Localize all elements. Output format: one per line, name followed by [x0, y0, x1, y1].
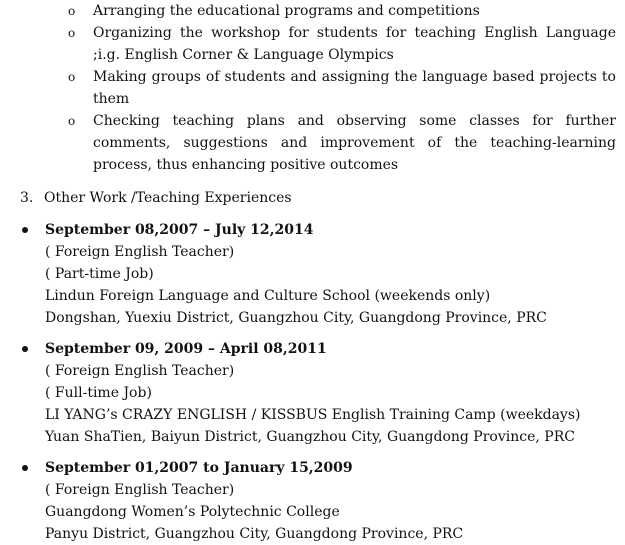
job-employer: Guangdong Women’s Polytechnic College — [45, 504, 340, 520]
duties-list — [0, 0, 625, 176]
job-role: ( Foreign English Teacher) — [45, 482, 235, 498]
bullet-icon — [22, 227, 28, 233]
list-marker: o — [68, 26, 76, 40]
job-location: Yuan ShaTien, Baiyun District, Guangzhou City, Guangdong Province, PRC — [45, 429, 575, 445]
job-entry — [0, 457, 625, 545]
bullet-icon — [22, 346, 28, 352]
list-item — [0, 0, 625, 22]
list-item — [0, 22, 625, 66]
list-item-text: Organizing the workshop for students for teaching English Language ;i.g. English Corner & Language Olympics — [93, 25, 616, 63]
list-marker: o — [68, 114, 76, 128]
section-number: 3. — [20, 190, 34, 206]
job-date: September 01,2007 to January 15,2009 — [45, 460, 353, 476]
job-date: September 09, 2009 – April 08,2011 — [45, 341, 327, 357]
job-location: Panyu District, Guangzhou City, Guangdong Province, PRC — [45, 526, 464, 542]
list-marker: o — [68, 4, 76, 18]
job-employer: Lindun Foreign Language and Culture School (weekends only) — [45, 288, 491, 304]
list-item-text: Checking teaching plans and observing some classes for further comments, suggestions and improvement of the teaching-learning process, thus enhancing positive outcomes — [93, 113, 616, 173]
job-entry — [0, 338, 625, 448]
job-entry — [0, 219, 625, 329]
job-location: Dongshan, Yuexiu District, Guangzhou City, Guangdong Province, PRC — [45, 310, 547, 326]
bullet-icon — [22, 465, 28, 471]
job-role: ( Foreign English Teacher) — [45, 363, 235, 379]
list-item — [0, 66, 625, 110]
job-type: ( Full-time Job) — [45, 385, 152, 401]
job-date: September 08,2007 – July 12,2014 — [45, 222, 314, 238]
job-employer: LI YANG’s CRAZY ENGLISH / KISSBUS English Training Camp (weekdays) — [45, 407, 581, 423]
list-marker: o — [68, 70, 76, 84]
list-item-text: Making groups of students and assigning the language based projects to them — [93, 69, 616, 107]
job-type: ( Part-time Job) — [45, 266, 154, 282]
job-role: ( Foreign English Teacher) — [45, 244, 235, 260]
list-item-text: Arranging the educational programs and competitions — [93, 3, 480, 19]
section-title: Other Work /Teaching Experiences — [44, 190, 292, 206]
list-item — [0, 110, 625, 176]
